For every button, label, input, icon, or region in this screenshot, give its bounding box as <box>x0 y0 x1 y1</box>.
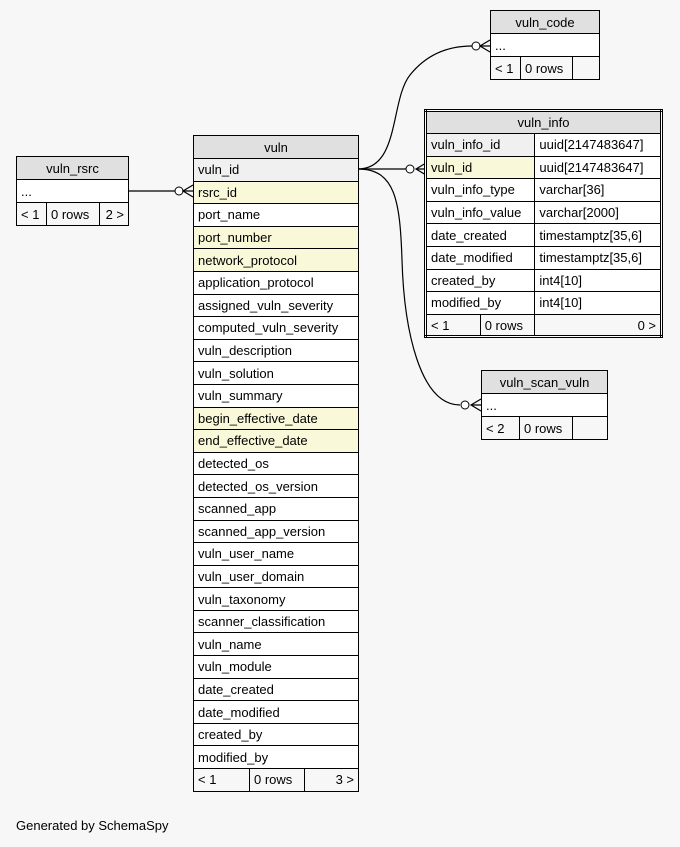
table-title[interactable]: vuln_info <box>426 111 662 134</box>
edge-vuln-vuln_scan_vuln-many-marker <box>471 399 481 411</box>
column-date_modified: date_modified <box>426 246 535 269</box>
column-vuln_taxonomy: vuln_taxonomy <box>194 588 359 611</box>
parents-count: < 2 <box>482 417 520 440</box>
column-scanner_classification: scanner_classification <box>194 610 359 633</box>
column-vuln_info_id: vuln_info_id <box>426 134 535 157</box>
column-date_modified: date_modified <box>194 701 359 724</box>
parents-count: < 1 <box>491 57 521 80</box>
column-vuln_module: vuln_module <box>194 656 359 679</box>
column-vuln_id: vuln_id <box>194 159 359 182</box>
generated-by-label: Generated by SchemaSpy <box>16 818 169 833</box>
edge-vuln_rsrc-vuln-optional-marker <box>175 187 183 195</box>
parents-count: < 1 <box>17 203 47 226</box>
column-type: int4[10] <box>535 292 662 315</box>
table-vuln_rsrc[interactable] <box>16 156 129 226</box>
column-ellipsis: ... <box>17 180 129 203</box>
children-count <box>573 417 608 440</box>
table-title[interactable]: vuln_code <box>491 11 600 34</box>
column-created_by: created_by <box>194 723 359 746</box>
column-type: uuid[2147483647] <box>535 156 662 179</box>
column-port_name: port_name <box>194 204 359 227</box>
column-vuln_user_domain: vuln_user_domain <box>194 565 359 588</box>
children-count: 2 > <box>100 203 129 226</box>
column-type: varchar[2000] <box>535 201 662 224</box>
column-scanned_app_version: scanned_app_version <box>194 520 359 543</box>
column-rsrc_id: rsrc_id <box>194 181 359 204</box>
edge-vuln-vuln_code-optional-marker <box>472 42 480 50</box>
column-type: int4[10] <box>535 269 662 292</box>
edge-vuln-vuln_scan_vuln-optional-marker <box>461 401 469 409</box>
edge-vuln_rsrc-vuln-many-marker <box>183 185 193 197</box>
column-application_protocol: application_protocol <box>194 271 359 294</box>
column-modified_by: modified_by <box>194 746 359 769</box>
edge-vuln-vuln_info-optional-marker <box>406 165 414 173</box>
column-begin_effective_date: begin_effective_date <box>194 407 359 430</box>
column-vuln_user_name: vuln_user_name <box>194 543 359 566</box>
column-ellipsis: ... <box>491 34 600 57</box>
column-scanned_app: scanned_app <box>194 497 359 520</box>
column-type: timestamptz[35,6] <box>535 224 662 247</box>
column-date_created: date_created <box>194 678 359 701</box>
table-vuln_code[interactable] <box>490 10 600 80</box>
table-title[interactable]: vuln <box>194 136 359 159</box>
column-vuln_info_value: vuln_info_value <box>426 201 535 224</box>
row-count: 0 rows <box>250 769 305 792</box>
column-computed_vuln_severity: computed_vuln_severity <box>194 317 359 340</box>
column-vuln_id: vuln_id <box>426 156 535 179</box>
table-title[interactable]: vuln_rsrc <box>17 157 129 180</box>
children-count: 0 > <box>535 314 662 337</box>
parents-count: < 1 <box>426 314 481 337</box>
column-type: varchar[36] <box>535 179 662 202</box>
row-count: 0 rows <box>47 203 100 226</box>
row-count: 0 rows <box>520 417 573 440</box>
column-date_created: date_created <box>426 224 535 247</box>
edge-vuln-vuln_code-many-marker <box>480 40 490 52</box>
table-vuln[interactable] <box>193 135 359 792</box>
table-title[interactable]: vuln_scan_vuln <box>482 371 608 394</box>
parents-count: < 1 <box>194 769 250 792</box>
column-detected_os_version: detected_os_version <box>194 475 359 498</box>
column-port_number: port_number <box>194 226 359 249</box>
column-vuln_summary: vuln_summary <box>194 384 359 407</box>
table-vuln_info[interactable] <box>424 109 663 338</box>
column-type: uuid[2147483647] <box>535 134 662 157</box>
column-vuln_description: vuln_description <box>194 339 359 362</box>
row-count: 0 rows <box>480 314 535 337</box>
column-assigned_vuln_severity: assigned_vuln_severity <box>194 294 359 317</box>
column-detected_os: detected_os <box>194 452 359 475</box>
column-modified_by: modified_by <box>426 292 535 315</box>
column-type: timestamptz[35,6] <box>535 246 662 269</box>
column-vuln_name: vuln_name <box>194 633 359 656</box>
table-vuln_scan_vuln[interactable] <box>481 370 608 440</box>
column-ellipsis: ... <box>482 394 608 417</box>
column-network_protocol: network_protocol <box>194 249 359 272</box>
row-count: 0 rows <box>521 57 573 80</box>
children-count: 3 > <box>305 769 359 792</box>
column-end_effective_date: end_effective_date <box>194 430 359 453</box>
children-count <box>573 57 600 80</box>
column-created_by: created_by <box>426 269 535 292</box>
column-vuln_solution: vuln_solution <box>194 362 359 385</box>
column-vuln_info_type: vuln_info_type <box>426 179 535 202</box>
